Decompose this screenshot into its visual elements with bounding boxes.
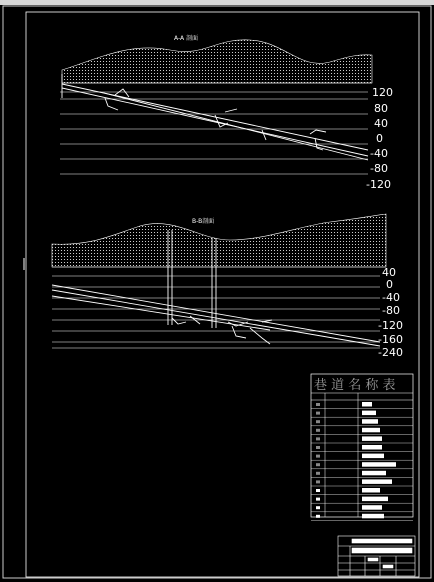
level-label: 0 [376, 132, 383, 145]
table-row-name-block [362, 462, 396, 467]
level-label: -80 [370, 162, 388, 175]
section-a-title: A-A 剖面 [174, 35, 199, 42]
level-label: -80 [382, 304, 400, 317]
table-row-index-mark [316, 480, 320, 483]
table-row-index-mark [316, 463, 320, 466]
section-b-b [24, 214, 403, 359]
table-row-name-block [362, 471, 386, 476]
table-row-index-mark [316, 489, 320, 492]
level-label: 0 [386, 278, 393, 291]
roadway-name-table [311, 374, 413, 520]
level-label: -240 [378, 346, 403, 359]
table-row-name-block [362, 436, 382, 441]
level-label: 80 [374, 102, 388, 115]
table-row-index-mark [316, 403, 320, 406]
table-row-index-mark [316, 446, 320, 449]
title-block [338, 536, 415, 576]
section-b-title: B-B剖面 [192, 218, 215, 225]
table-row-name-block [362, 488, 380, 493]
table-row-index-mark [316, 506, 320, 509]
table-row-index-mark [316, 437, 320, 440]
level-label: -120 [366, 178, 391, 191]
table-row-name-block [362, 419, 378, 424]
table-row-name-block [362, 505, 382, 510]
level-label: -40 [382, 291, 400, 304]
table-row-index-mark [316, 498, 320, 501]
table-row-index-mark [316, 429, 320, 432]
table-title: 巷 道 名 称 表 [314, 378, 396, 393]
table-row-name-block [362, 402, 372, 407]
table-row-name-block [362, 445, 382, 450]
level-label: -160 [378, 333, 403, 346]
table-row-name-block [362, 497, 388, 502]
section-a-a [60, 34, 393, 191]
table-row-name-block [362, 411, 376, 416]
table-row-name-block [362, 454, 384, 459]
level-label: 120 [372, 86, 393, 99]
level-label: 40 [374, 117, 388, 130]
levels-a [366, 86, 393, 191]
table-row-index-mark [316, 420, 320, 423]
table-row-name-block [362, 428, 380, 433]
level-label: -120 [378, 319, 403, 332]
levels-b [378, 266, 403, 359]
incline-roadways-a [62, 74, 368, 160]
level-label: -40 [370, 147, 388, 160]
level-label: 40 [382, 266, 396, 279]
table-row-index-mark [316, 515, 320, 518]
table-row-name-block [362, 514, 384, 519]
table-row-index-mark [316, 472, 320, 475]
surface-terrain [62, 40, 372, 83]
surface-terrain [52, 214, 386, 267]
table-row-index-mark [316, 455, 320, 458]
table-row-index-mark [316, 412, 320, 415]
table-row-name-block [362, 479, 392, 484]
